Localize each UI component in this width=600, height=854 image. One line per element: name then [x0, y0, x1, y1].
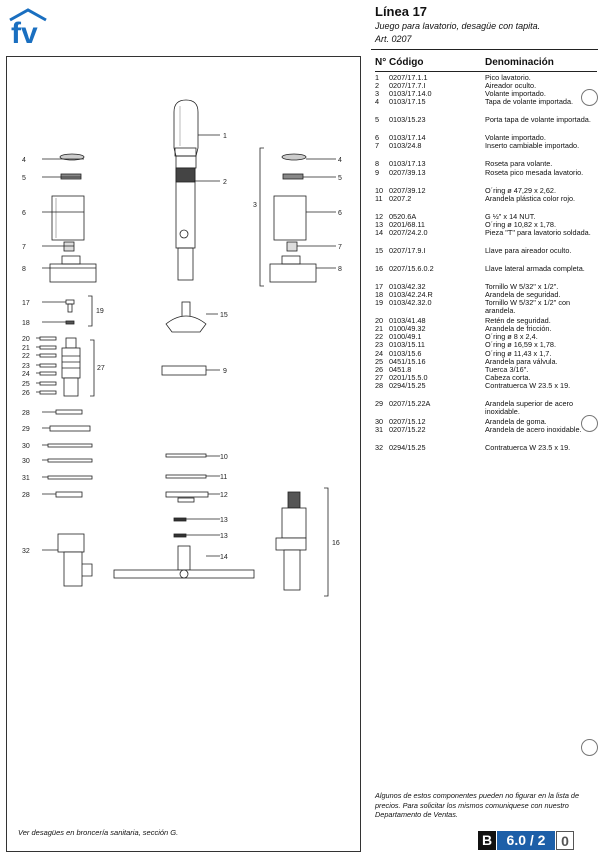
part-code: 0451.8 [389, 364, 412, 374]
header-divider [371, 49, 598, 50]
callout-8-left: 8 [22, 266, 26, 273]
callout-1: 1 [223, 133, 227, 140]
callout-9: 9 [223, 368, 227, 375]
part-code: 0520.6A [389, 211, 417, 221]
part-name: Tornillo W 5/32" x 1/2" con arandela. [485, 298, 571, 316]
part-number: 26 [375, 364, 384, 374]
part-code: 0103/15.11 [389, 340, 425, 350]
part-code: 0207/24.2.0 [389, 227, 428, 237]
callout-6-right: 6 [338, 210, 342, 217]
article-number: Art. 0207 [375, 34, 412, 44]
callout-20: 20 [22, 336, 30, 343]
callout-8-right: 8 [338, 266, 342, 273]
part-code: 0103/17.13 [389, 159, 426, 169]
part-code: 0103/17.14.0 [389, 89, 432, 99]
part-number: 21 [375, 324, 384, 334]
callout-32: 32 [22, 548, 30, 555]
parts-row [375, 142, 597, 158]
binder-hole-bottom [581, 739, 598, 756]
part-name: O´ring ø 10,82 x 1,78. [485, 219, 556, 229]
part-number: 30 [375, 416, 384, 426]
part-number: 32 [375, 443, 384, 453]
parts-row [375, 400, 597, 416]
parts-row [375, 426, 597, 442]
callout-28-bottom: 28 [22, 492, 30, 499]
parts-table-header [375, 57, 597, 71]
callout-26: 26 [22, 390, 30, 397]
part-name: Tapa de volante importada. [485, 97, 574, 107]
parts-row [375, 195, 597, 211]
part-number: 18 [375, 290, 384, 300]
part-code: 0207/39.13 [389, 167, 426, 177]
callout-21: 21 [22, 345, 30, 352]
section-letter: B [478, 831, 496, 850]
cartridge-drawing [40, 337, 80, 396]
part-code: 0207/15.22A [389, 398, 431, 408]
part-number: 23 [375, 340, 384, 350]
part-name: Arandela para válvula. [485, 356, 558, 366]
part-name: Arandela de acero inoxidable. [485, 424, 582, 434]
page-subtitle: Juego para lavatorio, desagüe con tapita. [375, 21, 541, 31]
part-number: 31 [375, 424, 384, 434]
part-number: 12 [375, 211, 384, 221]
callout-29: 29 [22, 426, 30, 433]
part-number: 14 [375, 227, 384, 237]
exploded-diagram [6, 56, 361, 852]
part-name: Llave lateral armada completa. [485, 264, 585, 274]
part-number: 11 [375, 193, 383, 203]
part-code: 0201/15.5.0 [389, 372, 428, 382]
callout-6-left: 6 [22, 210, 26, 217]
callout-18: 18 [22, 320, 30, 327]
part-code: 0451/15.16 [389, 356, 426, 366]
part-code: 0207/15.12 [389, 416, 426, 426]
col-name-header: Denominación [485, 57, 554, 68]
part-number: 22 [375, 332, 384, 342]
part-code: 0100/49.32 [389, 324, 426, 334]
part-code: 0207/17.7.I [389, 81, 426, 91]
part-code: 0294/15.25 [389, 443, 426, 453]
callout-4-right: 4 [338, 157, 342, 164]
parts-row [375, 169, 597, 185]
part-name: Contratuerca W 23.5 x 19. [485, 443, 571, 453]
part-number: 17 [375, 282, 384, 292]
callout-25: 25 [22, 381, 30, 388]
part-number: 20 [375, 316, 384, 326]
part-name: O´ring ø 11,43 x 1,7. [485, 348, 552, 358]
part-number: 19 [375, 298, 384, 308]
part-name: Retén de seguridad. [485, 316, 551, 326]
part-name: G ½" x 14 NUT. [485, 211, 536, 221]
callout-7-right: 7 [338, 244, 342, 251]
page-number: 6.0 / 2 [497, 831, 555, 850]
callout-12: 12 [220, 492, 228, 499]
left-handle-drawing [50, 154, 96, 282]
part-name: O´ring ø 47,29 x 2,62. [485, 185, 556, 195]
callout-24: 24 [22, 371, 30, 378]
parts-row [375, 299, 597, 315]
callout-10: 10 [220, 454, 228, 461]
callout-19: 19 [96, 308, 104, 315]
page-suffix: 0 [556, 831, 574, 850]
callout-4-left: 4 [22, 157, 26, 164]
part-number: 6 [375, 133, 380, 143]
part-number: 9 [375, 167, 380, 177]
logo-text: fv [11, 17, 38, 46]
callout-23: 23 [22, 363, 30, 370]
part-number: 10 [375, 185, 384, 195]
part-code: 0103/42.24.R [389, 290, 433, 300]
fv-logo [6, 6, 50, 46]
part-name: Pieza "T" para lavatorio soldada. [485, 227, 591, 237]
footnote: Ver desagües en broncería sanitaria, sección G. [18, 828, 179, 837]
lateral-valve-drawing [276, 492, 306, 590]
part-name: Porta tapa de volante importada. [485, 115, 591, 125]
part-name: Volante importado. [485, 89, 546, 99]
part-code: 0294/15.25 [389, 380, 426, 390]
availability-note: Algunos de estos componentes pueden no figurar en la lista de precios. Para solicitar los mismos comuniquese con nuestro Departamento de Ventas. [375, 791, 580, 819]
part-name: Arandela de seguridad. [485, 290, 561, 300]
parts-table [375, 74, 597, 460]
callout-30-bottom: 30 [22, 458, 30, 465]
part-code: 0103/42.32.0 [389, 298, 432, 308]
part-number: 15 [375, 245, 384, 255]
part-number: 2 [375, 81, 380, 91]
part-number: 25 [375, 356, 384, 366]
right-handle-drawing [270, 154, 316, 282]
part-number: 16 [375, 264, 384, 274]
callout-5-right: 5 [338, 175, 342, 182]
part-name: Roseta para volante. [485, 159, 553, 169]
callout-11: 11 [220, 474, 228, 481]
page-title: Línea 17 [375, 4, 428, 19]
callout-22: 22 [22, 353, 30, 360]
callout-2: 2 [223, 179, 227, 186]
part-name: Arandela superior de acero inoxidable. [485, 398, 574, 416]
callout-13b: 13 [220, 533, 228, 540]
callout-3: 3 [253, 202, 257, 209]
parts-row [375, 265, 597, 281]
part-number: 27 [375, 372, 384, 382]
callout-7-left: 7 [22, 244, 26, 251]
part-number: 4 [375, 97, 380, 107]
part-name: Volante importado. [485, 133, 546, 143]
part-name: Pico lavatorio. [485, 73, 531, 82]
part-name: O´ring ø 16,59 x 1,78. [485, 340, 556, 350]
t-piece-drawing [114, 546, 254, 578]
part-name: Tornillo W 5/32" x 1/2". [485, 282, 559, 292]
part-name: Tuerca 3/16". [485, 364, 529, 374]
part-number: 13 [375, 219, 384, 229]
callout-5-left: 5 [22, 175, 26, 182]
part-code: 0103/24.8 [389, 141, 422, 151]
part-name: Inserto cambiable importado. [485, 141, 580, 151]
part-number: 8 [375, 159, 380, 169]
part-code: 0103/15.23 [389, 115, 426, 125]
part-number: 5 [375, 115, 380, 125]
part-number: 29 [375, 398, 384, 408]
spout-drawing [174, 100, 198, 280]
lateral-nut-drawing [58, 534, 92, 586]
part-name: Arandela de goma. [485, 416, 547, 426]
part-name: Roseta pico mesada lavatorio. [485, 167, 584, 177]
part-code: 0103/41.48 [389, 316, 426, 326]
part-number: 3 [375, 89, 380, 99]
part-number: 7 [375, 141, 380, 151]
part-code: 0207/15.22 [389, 424, 426, 434]
part-code: 0201/68.11 [389, 219, 425, 229]
part-code: 0100/49.1 [389, 332, 422, 342]
callout-27: 27 [97, 365, 105, 372]
callout-14: 14 [220, 554, 228, 561]
part-code: 0207.2 [389, 193, 412, 203]
part-code: 0207/17.1.1 [389, 73, 428, 82]
callout-30-top: 30 [22, 443, 30, 450]
part-name: Arandela plástica color rojo. [485, 193, 576, 203]
part-code: 0207/15.6.0.2 [389, 264, 434, 274]
part-name: O´ring ø 8 x 2,4. [485, 332, 538, 342]
part-name: Cabeza corta. [485, 372, 531, 382]
parts-row [375, 98, 597, 114]
col-number-header: N° [375, 57, 387, 68]
parts-row [375, 247, 597, 263]
table-header-divider [375, 71, 597, 72]
callout-31: 31 [22, 475, 30, 482]
part-code: 0207/17.9.I [389, 245, 426, 255]
part-number: 28 [375, 380, 384, 390]
part-code: 0103/17.14 [389, 133, 426, 143]
aerator-key-drawing [166, 302, 206, 332]
part-code: 0103/15.6 [389, 348, 422, 358]
part-code: 0103/42.32 [389, 282, 426, 292]
part-code: 0207/39.12 [389, 185, 426, 195]
binder-hole-middle [581, 415, 598, 432]
rosette-drawing [162, 366, 206, 375]
part-number: 24 [375, 348, 384, 358]
callout-15: 15 [220, 312, 228, 319]
callout-28-top: 28 [22, 410, 30, 417]
callout-16: 16 [332, 540, 340, 547]
callout-17: 17 [22, 300, 30, 307]
part-name: Llave para aireador oculto. [485, 245, 572, 255]
parts-row [375, 382, 597, 398]
binder-hole-top [581, 89, 598, 106]
callout-13a: 13 [220, 517, 228, 524]
part-name: Contratuerca W 23.5 x 19. [485, 380, 571, 390]
part-name: Arandela de fricción. [485, 324, 552, 334]
parts-row [375, 229, 597, 245]
parts-row [375, 444, 597, 460]
part-code: 0103/17.15 [389, 97, 426, 107]
part-name: Aireador oculto. [485, 81, 537, 91]
parts-row [375, 116, 597, 132]
part-number: 1 [375, 73, 380, 82]
col-code-header: Código [389, 57, 424, 68]
